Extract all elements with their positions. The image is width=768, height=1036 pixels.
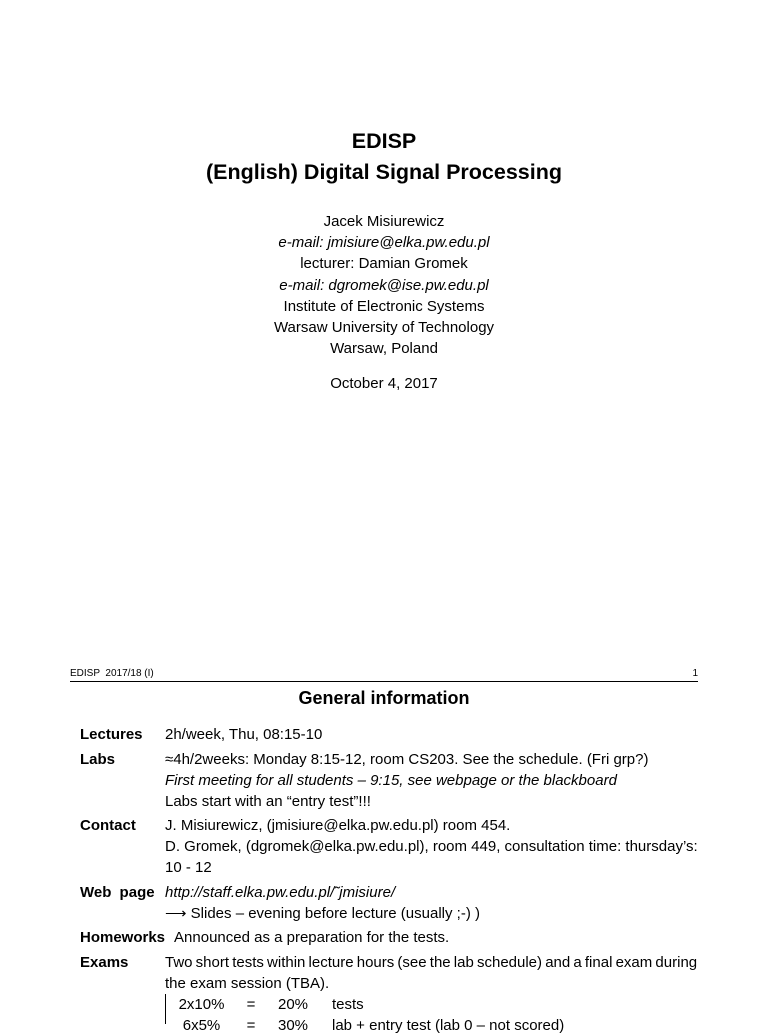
contact-line: D. Gromek, (dgromek@elka.pw.edu.pl), room 449, consultation time: thursday’s: [165, 838, 698, 855]
labs-label: Labs [80, 750, 116, 768]
homeworks-row [80, 927, 698, 948]
exams-row [80, 952, 698, 1034]
course-webpage-link[interactable]: http://staff.elka.pw.edu.pl/˜jmisiure/ [165, 883, 396, 901]
title-block [0, 126, 768, 188]
grading-item: tests [332, 995, 364, 1013]
web-page-content [165, 882, 698, 924]
contact-row [80, 815, 698, 878]
contact-label: Contact [80, 817, 136, 834]
info-table [80, 724, 698, 1034]
web-page-row [80, 882, 698, 924]
author-block [0, 211, 768, 359]
document-subtitle: (English) Digital Signal Processing [206, 160, 562, 184]
homeworks-content [174, 927, 698, 948]
contact-line: J. Misiurewicz, (jmisiure@elka.pw.edu.pl) room 454. [165, 817, 511, 834]
slides-note: ⟶ Slides – evening before lecture (usually ;-) ) [165, 904, 480, 922]
grading-count: 2x10% [178, 995, 225, 1013]
grading-row [166, 1015, 698, 1034]
labs-entry-test: Labs start with an “entry test”!!! [165, 792, 371, 810]
web-page-label: Web page [80, 883, 155, 901]
lectures-content [165, 724, 698, 745]
grading-equals: = [246, 1016, 256, 1034]
institute-name: Institute of Electronic Systems [283, 297, 485, 315]
document-title: EDISP [351, 129, 417, 153]
labs-schedule: ≈4h/2weeks: Monday 8:15-12, room CS203. See the schedule. (Fri grp?) [165, 750, 649, 768]
labs-row [80, 749, 698, 812]
section-heading: General information [298, 688, 470, 708]
running-header: EDISP 2017/18 (I) [70, 668, 154, 679]
city-name: Warsaw, Poland [330, 340, 438, 358]
grading-row [166, 994, 698, 1015]
grading-total: 20% [278, 995, 309, 1013]
labs-first-meeting: First meeting for all students – 9:15, see webpage or the blackboard [165, 771, 617, 789]
author-name: Jacek Misiurewicz [323, 213, 445, 230]
exams-content [165, 952, 698, 1034]
lecturer-name: lecturer: Damian Gromek [300, 255, 468, 273]
slide-header [70, 667, 698, 682]
lectures-label: Lectures [80, 726, 143, 743]
lecturer-email: e-mail: dgromek@ise.pw.edu.pl [279, 276, 489, 294]
web-page-url-line [165, 882, 698, 903]
contact-line: 10 - 12 [165, 859, 212, 876]
grading-equals: = [246, 995, 256, 1013]
contact-content [165, 815, 698, 878]
labs-content [165, 749, 698, 812]
exams-line: Two short tests within lecture hours (see the lab schedule) and a final exam during [165, 953, 698, 971]
document-date: October 4, 2017 [330, 375, 438, 392]
university-name: Warsaw University of Technology [273, 319, 495, 337]
homeworks-text: Announced as a preparation for the tests. [174, 929, 450, 946]
grading-item: lab + entry test (lab 0 – not scored) [332, 1016, 565, 1034]
grading-table [165, 994, 698, 1034]
grading-count: 6x5% [182, 1016, 221, 1034]
homeworks-label: Homeworks [80, 929, 166, 946]
exams-label: Exams [80, 953, 129, 971]
lectures-text: 2h/week, Thu, 08:15-10 [165, 726, 323, 743]
lectures-row [80, 724, 698, 745]
page-number: 1 [692, 668, 698, 679]
grading-total: 30% [278, 1016, 309, 1034]
author-email: e-mail: jmisiure@elka.pw.edu.pl [278, 234, 490, 252]
exams-line: the exam session (TBA). [165, 974, 330, 992]
